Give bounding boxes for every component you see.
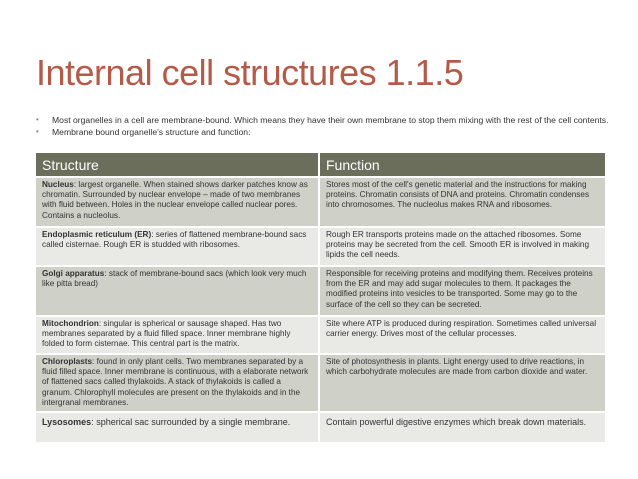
- bullet-item: [36, 126, 616, 138]
- structure-cell: [36, 412, 319, 442]
- structure-text: : largest organelle. When stained shows darker patches know as chromatin. Surrounded by nuclear envelope – made of two membranes with fluid between. Holes in the nuclear envelope called nuclear pores. Contains a nucleolus.: [42, 180, 308, 220]
- structure-cell: [36, 354, 319, 412]
- organelle-table: [36, 153, 607, 442]
- bullet-item: [36, 114, 616, 126]
- bullet-text: Membrane bound organelle's structure and function:: [52, 127, 251, 137]
- header-function: Function: [319, 153, 606, 177]
- structure-text: : singular is spherical or sausage shaped. Has two membranes separated by a fluid filled space. Inner membrane highly folded to form cisternae. This central part is the matrix.: [42, 319, 291, 349]
- organelle-name: Nucleus: [42, 180, 74, 189]
- bullet-dot-icon: •: [36, 115, 39, 124]
- structure-text: : spherical sac surrounded by a single membrane.: [91, 417, 291, 428]
- header-structure: Structure: [36, 153, 319, 177]
- structure-cell: [36, 266, 319, 316]
- table-row: [36, 316, 606, 354]
- function-cell: Site of photosynthesis in plants. Light energy used to drive reactions, in which carbohydrate molecules are made from carbon dioxide and water.: [319, 354, 606, 412]
- table-header-row: [36, 153, 606, 177]
- table-row: [36, 177, 606, 227]
- function-cell: Responsible for receiving proteins and modifying them. Receives proteins from the ER and may add sugar molecules to them. It packages the modified proteins into vesicles to be transported. Some may go to the surface of the cell so they can be secreted.: [319, 266, 606, 316]
- function-cell: Stores most of the cell's genetic material and the instructions for making proteins. Chromatin consists of DNA and proteins. Chromatin condenses into chromosomes. The nucleolus makes RNA and ribosomes.: [319, 177, 606, 227]
- bullet-list: [36, 114, 616, 138]
- bullet-dot-icon: •: [36, 127, 39, 136]
- organelle-name: Endoplasmic reticulum (ER): [42, 230, 152, 239]
- bullet-text: Most organelles in a cell are membrane-bound. Which means they have their own membrane to stop them mixing with the rest of the cell contents.: [52, 115, 609, 125]
- structure-text: : series of flattened membrane-bound sacs called cisternae. Rough ER is studded with ribosomes.: [42, 230, 307, 250]
- slide-title: Internal cell structures 1.1.5: [36, 52, 464, 93]
- table-row: [36, 354, 606, 412]
- structure-text: : stack of membrane-bound sacs (which look very much like pitta bread): [42, 269, 307, 289]
- table-row: [36, 412, 606, 442]
- organelle-name: Golgi apparatus: [42, 269, 105, 278]
- structure-cell: [36, 177, 319, 227]
- structure-cell: [36, 316, 319, 354]
- organelle-name: Chloroplasts: [42, 357, 93, 366]
- function-cell: Contain powerful digestive enzymes which break down materials.: [319, 412, 606, 442]
- organelle-name: Mitochondrion: [42, 319, 99, 328]
- table-row: [36, 227, 606, 266]
- organelle-name: Lysosomes: [42, 417, 92, 428]
- function-cell: Site where ATP is produced during respiration. Sometimes called universal carrier energy. Drives most of the cellular processes.: [319, 316, 606, 354]
- function-cell: Rough ER transports proteins made on the attached ribosomes. Some proteins may be secreted from the cell. Smooth ER is involved in making lipids the cell needs.: [319, 227, 606, 266]
- table-row: [36, 266, 606, 316]
- structure-text: : found in only plant cells. Two membranes separated by a fluid filled space. Inner membrane is continuous, with a elaborate network of flattened sacs called thylakoids. A stack of thylakoids is called a granum. Chlorophyll molecules are present on the thylakoids and in the intergranal membranes.: [42, 357, 309, 407]
- structure-cell: [36, 227, 319, 266]
